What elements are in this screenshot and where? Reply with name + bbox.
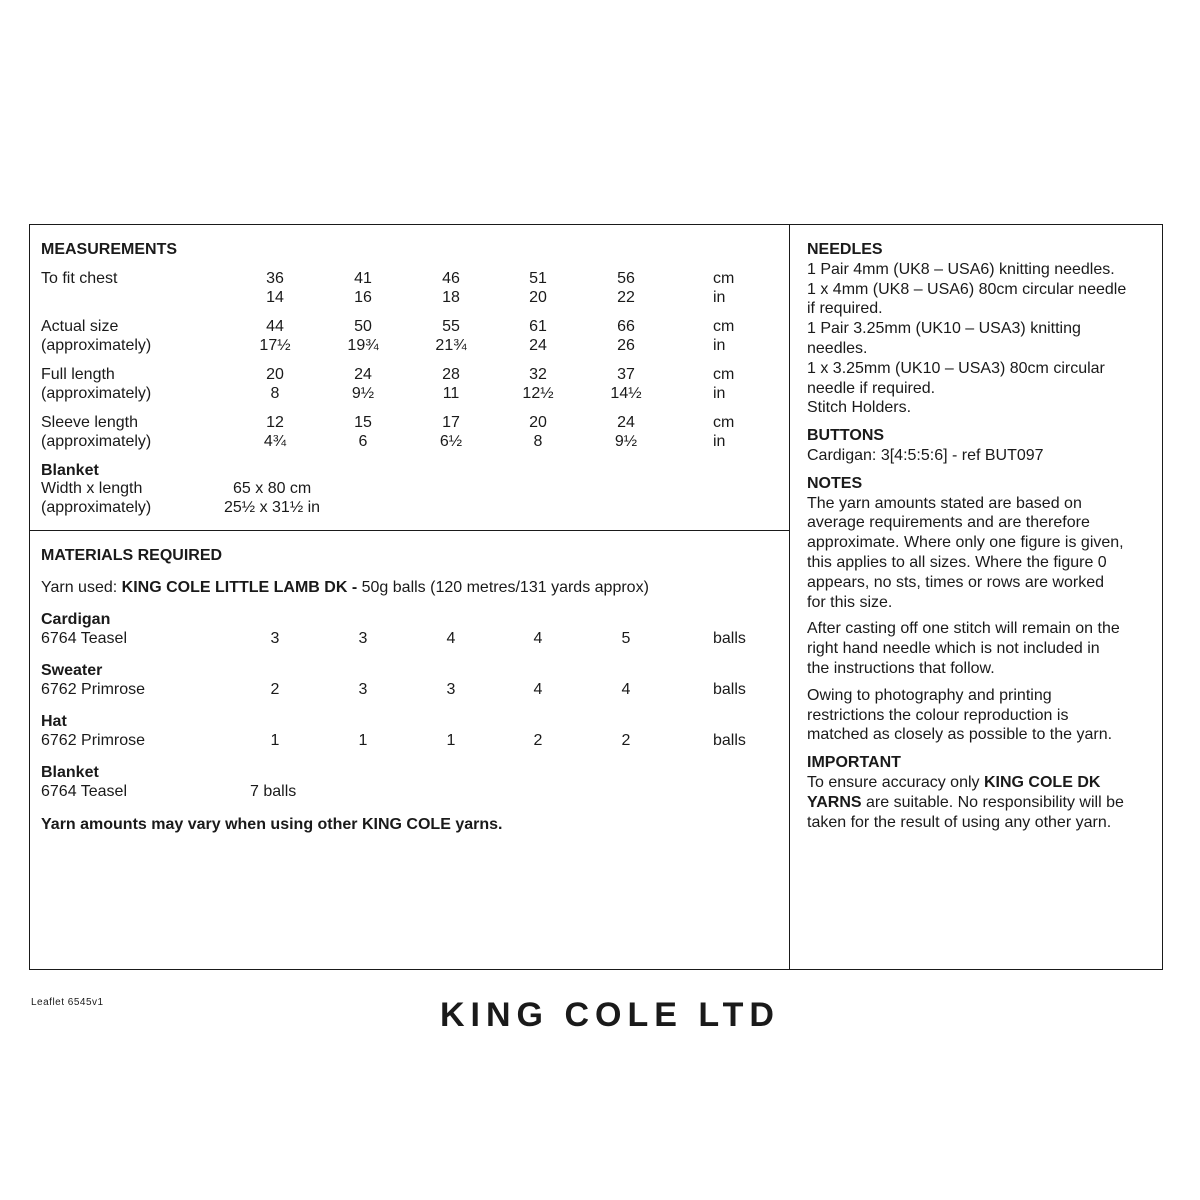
measurement-cm-value: 55 <box>442 318 460 335</box>
measurement-in-value: 14½ <box>610 385 642 402</box>
unit-in: in <box>713 385 726 402</box>
notes-line: restrictions the colour reproduction is <box>807 706 1069 724</box>
section-divider <box>30 530 790 531</box>
unit-in: in <box>713 337 726 354</box>
measurement-cm-value: 20 <box>266 366 284 383</box>
yarn-quantity: 2 <box>533 732 543 749</box>
unit-cm: cm <box>713 414 735 431</box>
yarn-colour: 6764 Teasel <box>41 630 127 647</box>
measurement-sublabel: (approximately) <box>41 337 152 354</box>
yarn-quantity: 4 <box>446 630 456 647</box>
measurement-in-value: 26 <box>617 337 635 354</box>
measurement-in-value: 11 <box>442 385 460 402</box>
measurement-label: Actual size <box>41 318 119 335</box>
measurement-sublabel: (approximately) <box>41 385 152 402</box>
notes-section <box>807 474 1157 745</box>
measurement-cm-value: 17 <box>442 414 460 431</box>
important-brand: KING COLE DK <box>983 773 1101 791</box>
garment-heading: Hat <box>41 713 67 730</box>
notes-line: approximate. Where only one figure is given, <box>807 534 1124 552</box>
notes-line: right hand needle which is not included in <box>807 640 1100 658</box>
measurement-cm-value: 12 <box>266 414 284 431</box>
needle-line: 1 Pair 4mm (UK8 – USA6) knitting needles. <box>807 260 1115 278</box>
important-line-3: taken for the result of using any other yarn. <box>807 813 1112 831</box>
blanket-yarn-amount: 7 balls <box>250 783 297 800</box>
important-section <box>807 753 1157 832</box>
blanket-label: Width x length <box>41 480 143 497</box>
important-text: are suitable. No responsibility will be <box>861 793 1124 811</box>
brand-logo-text: KING COLE LTD <box>440 996 780 1034</box>
important-heading: IMPORTANT <box>807 754 901 772</box>
needle-line: 1 x 3.25mm (UK10 – USA3) 80cm circular <box>807 359 1105 377</box>
measurement-label: Sleeve length <box>41 414 138 431</box>
yarn-quantity: 3 <box>358 681 368 698</box>
measurement-in-value: 24 <box>529 337 547 354</box>
measurement-cm-value: 15 <box>354 414 372 431</box>
yarn-colour: 6762 Primrose <box>41 681 146 698</box>
measurement-in-value: 6 <box>358 433 368 450</box>
important-yarns: YARNS <box>807 793 862 811</box>
quantity-unit: balls <box>713 630 746 647</box>
needles-section <box>807 240 1157 418</box>
buttons-text: Cardigan: 3[4:5:5:6] - ref BUT097 <box>807 446 1044 464</box>
measurement-cm-value: 66 <box>617 318 635 335</box>
measurement-in-value: 9½ <box>614 433 638 450</box>
blanket-yarn-colour: 6764 Teasel <box>41 783 127 800</box>
yarn-quantity: 3 <box>446 681 456 698</box>
needle-line: Stitch Holders. <box>807 399 912 417</box>
notes-line: this applies to all sizes. Where the figure 0 <box>807 553 1107 571</box>
measurement-in-value: 16 <box>354 289 372 306</box>
needle-line: needle if required. <box>807 379 936 397</box>
measurement-cm-value: 36 <box>266 270 284 287</box>
yarn-quantity: 2 <box>621 732 631 749</box>
notes-heading: NOTES <box>807 474 863 492</box>
needles-heading: NEEDLES <box>807 241 883 258</box>
notes-line: the instructions that follow. <box>807 659 995 677</box>
blanket-sublabel: (approximately) <box>41 499 152 516</box>
measurement-cm-value: 46 <box>442 270 460 287</box>
yarn-quantity: 4 <box>533 681 543 698</box>
important-text: To ensure accuracy only <box>807 773 984 791</box>
measurement-in-value: 21¾ <box>435 337 467 354</box>
measurement-in-value: 19¾ <box>347 337 379 354</box>
measurement-cm-value: 41 <box>354 270 372 287</box>
measurement-in-value: 4¾ <box>263 433 287 450</box>
yarn-prefix: Yarn used: <box>41 579 122 596</box>
quantity-unit: balls <box>713 681 746 698</box>
measurement-cm-value: 50 <box>354 318 372 335</box>
unit-in: in <box>713 289 726 306</box>
buttons-section <box>807 426 1157 466</box>
materials-heading: MATERIALS REQUIRED <box>41 547 223 564</box>
unit-in: in <box>713 433 726 450</box>
measurement-in-value: 14 <box>266 289 284 306</box>
yarn-quantity: 3 <box>270 630 280 647</box>
yarn-quantity: 4 <box>621 681 631 698</box>
notes-line: matched as closely as possible to the yarn. <box>807 726 1113 744</box>
measurements-heading: MEASUREMENTS <box>41 241 178 258</box>
measurement-cm-value: 51 <box>529 270 547 287</box>
blanket-size-cm: 65 x 80 cm <box>233 480 312 497</box>
measurement-cm-value: 44 <box>266 318 284 335</box>
garment-heading: Sweater <box>41 662 103 679</box>
important-line-1 <box>807 773 1157 793</box>
yarn-used-line <box>41 578 649 597</box>
measurement-in-value: 9½ <box>351 385 375 402</box>
measurement-cm-value: 37 <box>617 366 635 383</box>
notes-line: average requirements and are therefore <box>807 514 1090 532</box>
yarn-name: KING COLE LITTLE LAMB DK - <box>121 579 362 596</box>
measurement-in-value: 20 <box>529 289 547 306</box>
measurement-cm-value: 20 <box>529 414 547 431</box>
measurement-cm-value: 61 <box>529 318 547 335</box>
measurement-in-value: 8 <box>270 385 280 402</box>
yarn-amount-note: Yarn amounts may vary when using other KING COLE yarns. <box>41 816 503 833</box>
pattern-info-panel <box>29 224 1163 970</box>
notes-line: The yarn amounts stated are based on <box>807 494 1082 512</box>
column-divider <box>789 225 790 969</box>
yarn-quantity: 4 <box>533 630 543 647</box>
yarn-quantity: 3 <box>358 630 368 647</box>
notes-line: for this size. <box>807 593 893 611</box>
measurement-in-value: 18 <box>442 289 460 306</box>
blanket-materials-heading: Blanket <box>41 764 99 781</box>
measurement-cm-value: 24 <box>354 366 372 383</box>
yarn-quantity: 1 <box>358 732 368 749</box>
measurement-in-value: 8 <box>533 433 543 450</box>
yarn-details: 50g balls (120 metres/131 yards approx) <box>361 579 649 596</box>
measurement-label: Full length <box>41 366 115 383</box>
notes-paragraph <box>807 494 1157 613</box>
important-line-2 <box>807 793 1157 813</box>
quantity-unit: balls <box>713 732 746 749</box>
garment-heading: Cardigan <box>41 611 111 628</box>
measurement-cm-value: 56 <box>617 270 635 287</box>
needle-line: if required. <box>807 300 883 318</box>
unit-cm: cm <box>713 318 735 335</box>
notes-line: appears, no sts, times or rows are worked <box>807 573 1105 591</box>
measurement-in-value: 22 <box>617 289 635 306</box>
measurement-in-value: 17½ <box>259 337 291 354</box>
measurement-sublabel: (approximately) <box>41 433 152 450</box>
leaflet-number: Leaflet 6545v1 <box>31 997 104 1008</box>
needle-line: needles. <box>807 339 868 357</box>
notes-line: Owing to photography and printing <box>807 686 1052 704</box>
notes-paragraph <box>807 686 1157 745</box>
measurement-label: To fit chest <box>41 270 118 287</box>
needle-line: 1 Pair 3.25mm (UK10 – USA3) knitting <box>807 320 1081 338</box>
blanket-heading: Blanket <box>41 462 99 479</box>
yarn-quantity: 5 <box>621 630 631 647</box>
yarn-colour: 6762 Primrose <box>41 732 146 749</box>
yarn-quantity: 2 <box>270 681 280 698</box>
needle-line: 1 x 4mm (UK8 – USA6) 80cm circular needle <box>807 280 1127 298</box>
unit-cm: cm <box>713 366 735 383</box>
buttons-heading: BUTTONS <box>807 427 885 445</box>
right-column <box>807 240 1157 840</box>
blanket-size-in: 25½ x 31½ in <box>224 499 321 516</box>
unit-cm: cm <box>713 270 735 287</box>
measurement-in-value: 12½ <box>522 385 554 402</box>
notes-paragraph <box>807 619 1157 678</box>
measurement-cm-value: 24 <box>617 414 635 431</box>
notes-line: After casting off one stitch will remain on the <box>807 620 1120 638</box>
measurement-in-value: 6½ <box>439 433 463 450</box>
yarn-quantity: 1 <box>446 732 456 749</box>
yarn-quantity: 1 <box>270 732 280 749</box>
measurement-cm-value: 28 <box>442 366 460 383</box>
measurement-cm-value: 32 <box>529 366 547 383</box>
